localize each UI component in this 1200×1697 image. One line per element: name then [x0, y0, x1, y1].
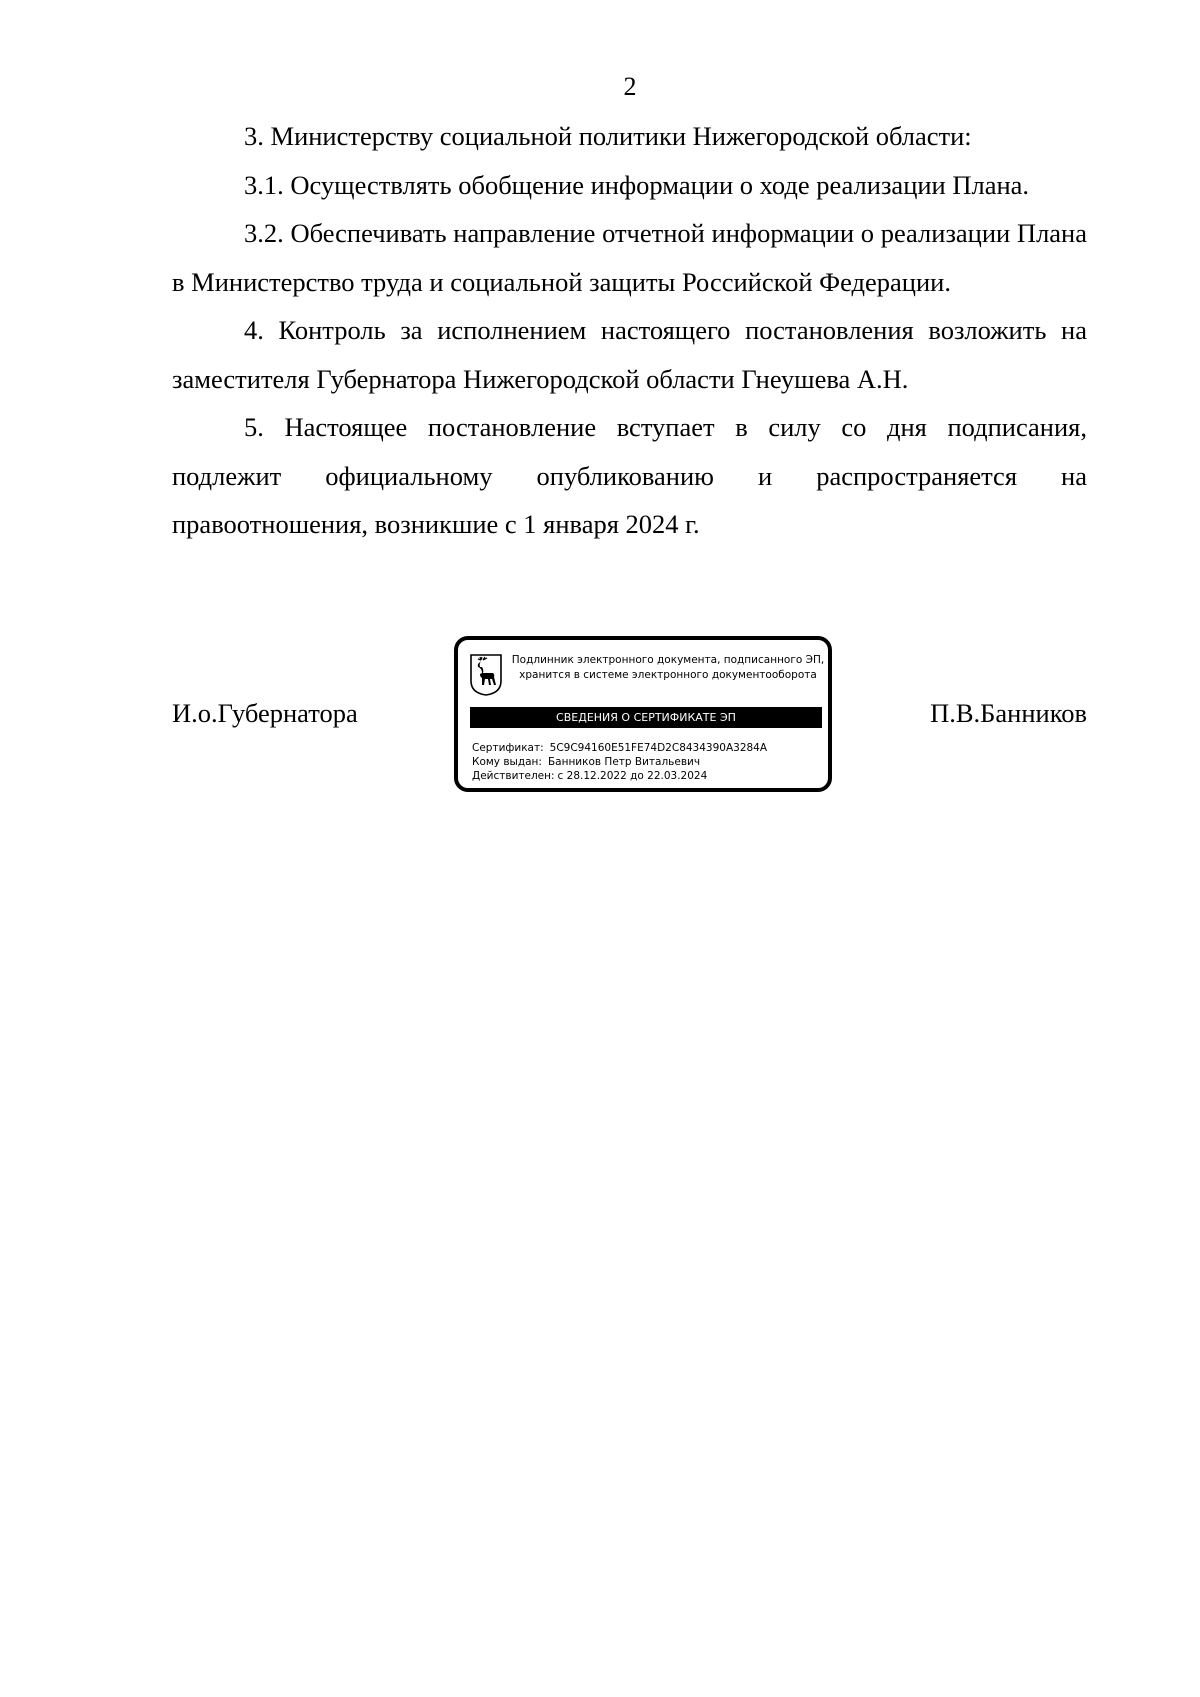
- stamp-header-line-1: Подлинник электронного документа, подписанного ЭП,: [511, 654, 825, 666]
- certificate-label: Сертификат:: [472, 742, 544, 754]
- stamp-certificate-row: [472, 741, 824, 755]
- valid-value: с 28.12.2022 до 22.03.2024: [557, 770, 708, 782]
- deer-emblem-icon: [469, 653, 503, 697]
- stamp-issued-to-row: [472, 755, 824, 769]
- stamp-header-line-2: хранится в системе электронного документооборота: [519, 669, 817, 681]
- paragraph-5: 5. Настоящее постановление вступает в силу со дня подписания, подлежит официальному опубликованию и распространяется на правоотношения, возникшие с 1 января 2024 г.: [172, 412, 1087, 539]
- valid-label: Действителен:: [472, 770, 555, 782]
- signatory-name: П.В.Банников: [930, 698, 1087, 728]
- stamp-certificate-details: [472, 741, 824, 783]
- page-number: 2: [623, 72, 637, 101]
- stamp-header: [510, 653, 826, 683]
- electronic-signature-stamp: [454, 636, 832, 792]
- signature-block: [172, 636, 1087, 801]
- stamp-valid-row: [472, 769, 824, 783]
- stamp-certificate-bar: СВЕДЕНИЯ О СЕРТИФИКАТЕ ЭП: [470, 707, 822, 728]
- paragraph-3: 3. Министерству социальной политики Нижегородской области:: [244, 121, 972, 151]
- issued-to-value: Банников Петр Витальевич: [547, 756, 701, 768]
- paragraph-4: 4. Контроль за исполнением настоящего постановления возложить на заместителя Губернатора Нижегородской области Гнеушева А.Н.: [172, 315, 1087, 394]
- issued-to-label: Кому выдан:: [472, 756, 542, 768]
- signatory-position: И.о.Губернатора: [172, 698, 358, 728]
- certificate-value: 5C9C94160E51FE74D2C8434390A3284A: [549, 742, 768, 754]
- paragraph-3-1: 3.1. Осуществлять обобщение информации о ходе реализации Плана.: [244, 169, 1030, 200]
- document-body: [172, 112, 1087, 549]
- paragraph-3-2: 3.2. Обеспечивать направление отчетной информации о реализации Плана в Министерство труда и социальной защиты Российской Федерации.: [172, 218, 1087, 297]
